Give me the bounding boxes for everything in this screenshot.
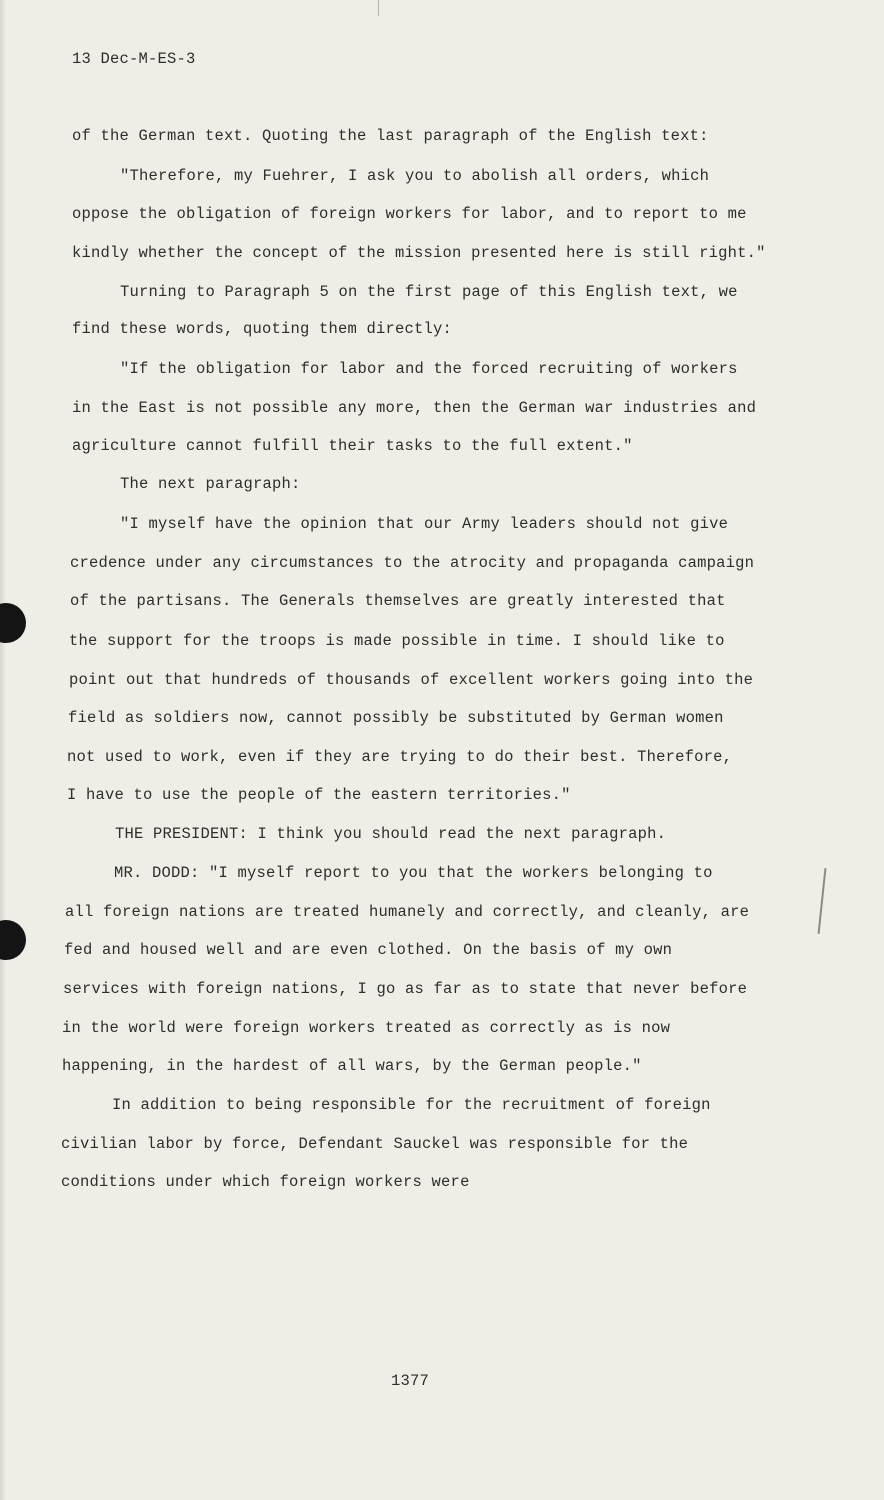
body-line: kindly whether the concept of the mission presented here is still right.": [72, 244, 766, 262]
body-line: in the East is not possible any more, then the German war industries and: [72, 399, 757, 417]
body-line: services with foreign nations, I go as far as to state that never before: [63, 980, 748, 998]
body-line: MR. DODD: "I myself report to you that the workers belonging to: [114, 864, 713, 882]
page-edge-shadow: [0, 0, 6, 1500]
body-line: "Therefore, my Fuehrer, I ask you to abolish all orders, which: [120, 167, 710, 185]
punch-hole-lower: [0, 920, 26, 960]
body-line: Turning to Paragraph 5 on the first page of this English text, we: [120, 283, 738, 301]
body-line: In addition to being responsible for the recruitment of foreign: [112, 1096, 711, 1114]
body-line: The next paragraph:: [120, 475, 301, 493]
body-line: fed and housed well and are even clothed. On the basis of my own: [64, 941, 673, 959]
body-line: I have to use the people of the eastern territories.": [67, 786, 571, 804]
body-line: "If the obligation for labor and the forced recruiting of workers: [120, 360, 738, 378]
body-line: THE PRESIDENT: I think you should read the next paragraph.: [115, 825, 667, 843]
punch-hole-upper: [0, 603, 26, 643]
body-line: find these words, quoting them directly:: [72, 320, 453, 338]
body-line: not used to work, even if they are trying to do their best. Therefore,: [67, 748, 733, 766]
body-line: civilian labor by force, Defendant Sauckel was responsible for the: [61, 1135, 689, 1153]
margin-pencil-mark: [818, 868, 827, 934]
top-edge-mark: [378, 0, 379, 16]
body-line: conditions under which foreign workers were: [61, 1173, 470, 1191]
body-line: of the German text. Quoting the last paragraph of the English text:: [72, 127, 709, 145]
body-line: of the partisans. The Generals themselves are greatly interested that: [70, 592, 726, 610]
body-line: all foreign nations are treated humanely and correctly, and cleanly, are: [65, 903, 750, 921]
page-number: 1377: [391, 1372, 430, 1390]
body-line: "I myself have the opinion that our Army leaders should not give: [120, 515, 729, 533]
body-line: in the world were foreign workers treated as correctly as is now: [62, 1019, 671, 1037]
body-line: credence under any circumstances to the atrocity and propaganda campaign: [70, 554, 755, 572]
body-line: agriculture cannot fulfill their tasks to the full extent.": [72, 437, 633, 455]
body-line: oppose the obligation of foreign workers for labor, and to report to me: [72, 205, 747, 223]
body-line: point out that hundreds of thousands of excellent workers going into the: [69, 671, 754, 689]
body-line: happening, in the hardest of all wars, by the German people.": [62, 1057, 642, 1075]
page-reference-header: 13 Dec-M-ES-3: [72, 50, 196, 68]
body-line: the support for the troops is made possible in time. I should like to: [69, 632, 725, 650]
body-line: field as soldiers now, cannot possibly be substituted by German women: [68, 709, 724, 727]
